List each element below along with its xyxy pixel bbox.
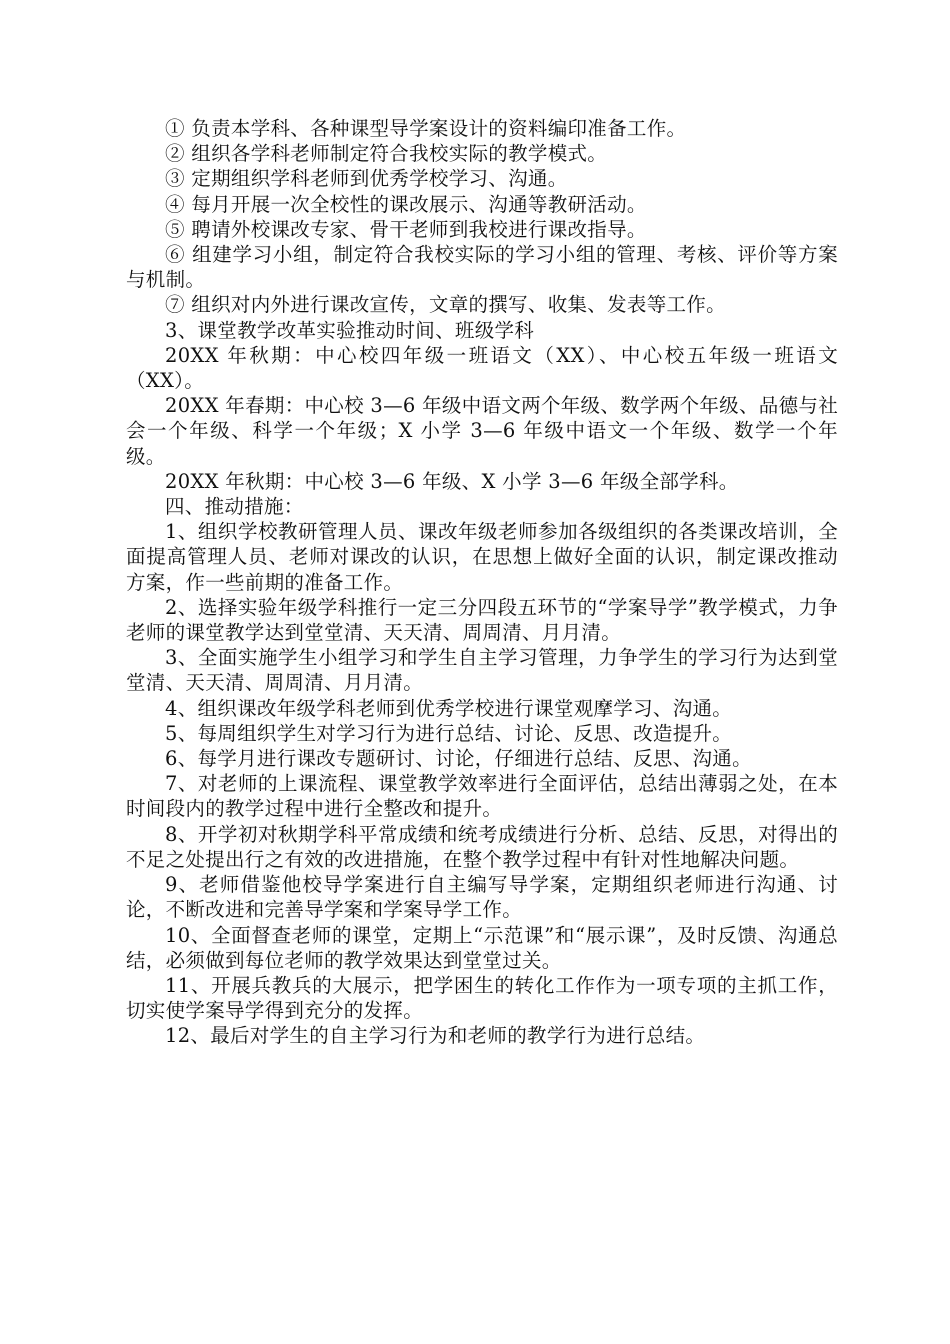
section-heading-schedule: 3、课堂教学改革实验推动时间、班级学科 bbox=[165, 318, 535, 342]
paragraph-duty-4: ④ 每月开展一次全校性的课改展示、沟通等教研活动。 bbox=[165, 192, 647, 216]
paragraph-measure-6: 6、每学月进行课改专题研讨、讨论，仔细进行总结、反思、沟通。 bbox=[165, 747, 752, 771]
paragraph-duty-3: ③ 定期组织学科老师到优秀学校学习、沟通。 bbox=[165, 167, 568, 191]
paragraph-duty-7: ⑦ 组织对内外进行课改宣传，文章的撰写、收集、发表等工作。 bbox=[165, 293, 726, 317]
paragraph-measure-1: 1、组织学校教研管理人员、课改年级老师参加各级组织的各类课改培训，全面提高管理人员、老师对课改的认识，在思想上做好全面的认识，制定课改推动方案，作一些前期的准备工作。 bbox=[126, 520, 838, 594]
paragraph-measure-4: 4、组织课改年级学科老师到优秀学校进行课堂观摩学习、沟通。 bbox=[165, 696, 733, 720]
paragraph-measure-11: 11、开展兵教兵的大展示，把学困生的转化工作作为一项专项的主抓工作，切实使学案导学得到充分的发挥。 bbox=[126, 973, 838, 1023]
paragraph-measure-10: 10、全面督查老师的课堂，定期上“示范课”和“展示课”，及时反馈、沟通总结，必须做到每位老师的教学效果达到堂堂过关。 bbox=[126, 923, 838, 972]
paragraph-measure-2: 2、选择实验年级学科推行一定三分四段五环节的“学案导学”教学模式，力争老师的课堂教学达到堂堂清、天天清、周周清、月月清。 bbox=[126, 595, 838, 645]
paragraph-duty-1: ① 负责本学科、各种课型导学案设计的资料编印准备工作。 bbox=[165, 117, 687, 140]
paragraph-measure-8: 8、开学初对秋期学科平常成绩和统考成绩进行分析、总结、反思，对得出的不足之处提出行之有效的改进措施，在整个教学过程中有针对性地解决问题。 bbox=[126, 822, 838, 871]
paragraph-measure-12: 12、最后对学生的自主学习行为和老师的教学行为进行总结。 bbox=[165, 1024, 706, 1048]
paragraph-schedule-autumn-2: 20XX 年秋期：中心校 3—6 年级、X 小学 3—6 年级全部学科。 bbox=[165, 469, 739, 493]
section-heading-measures: 四、推动措施： bbox=[165, 495, 304, 519]
paragraph-measure-3: 3、全面实施学生小组学习和学生自主学习管理，力争学生的学习行为达到堂堂清、天天清、周周清、月月清。 bbox=[126, 646, 838, 695]
paragraph-measure-9: 9、老师借鉴他校导学案进行自主编写导学案，定期组织老师进行沟通、讨论，不断改进和完善导学案和学案导学工作。 bbox=[126, 873, 838, 922]
paragraph-duty-6: ⑥ 组建学习小组，制定符合我校实际的学习小组的管理、考核、评价等方案与机制。 bbox=[126, 243, 838, 292]
paragraph-duty-2: ② 组织各学科老师制定符合我校实际的教学模式。 bbox=[165, 142, 608, 166]
document-body bbox=[126, 116, 838, 1049]
paragraph-schedule-autumn-1: 20XX 年秋期：中心校四年级一班语文（XX）、中心校五年级一班语文（XX）。 bbox=[126, 343, 838, 393]
paragraph-measure-5: 5、每周组织学生对学习行为进行总结、讨论、反思、改造提升。 bbox=[165, 721, 733, 745]
paragraph-schedule-spring: 20XX 年春期：中心校 3—6 年级中语文两个年级、数学两个年级、品德与社会一个年级、科学一个年级；X 小学 3—6 年级中语文一个年级、数学一个年级。 bbox=[126, 394, 838, 468]
paragraph-duty-5: ⑤ 聘请外校课改专家、骨干老师到我校进行课改指导。 bbox=[165, 217, 647, 241]
paragraph-measure-7: 7、对老师的上课流程、课堂教学效率进行全面评估，总结出薄弱之处，在本时间段内的教学过程中进行全整改和提升。 bbox=[126, 772, 838, 821]
